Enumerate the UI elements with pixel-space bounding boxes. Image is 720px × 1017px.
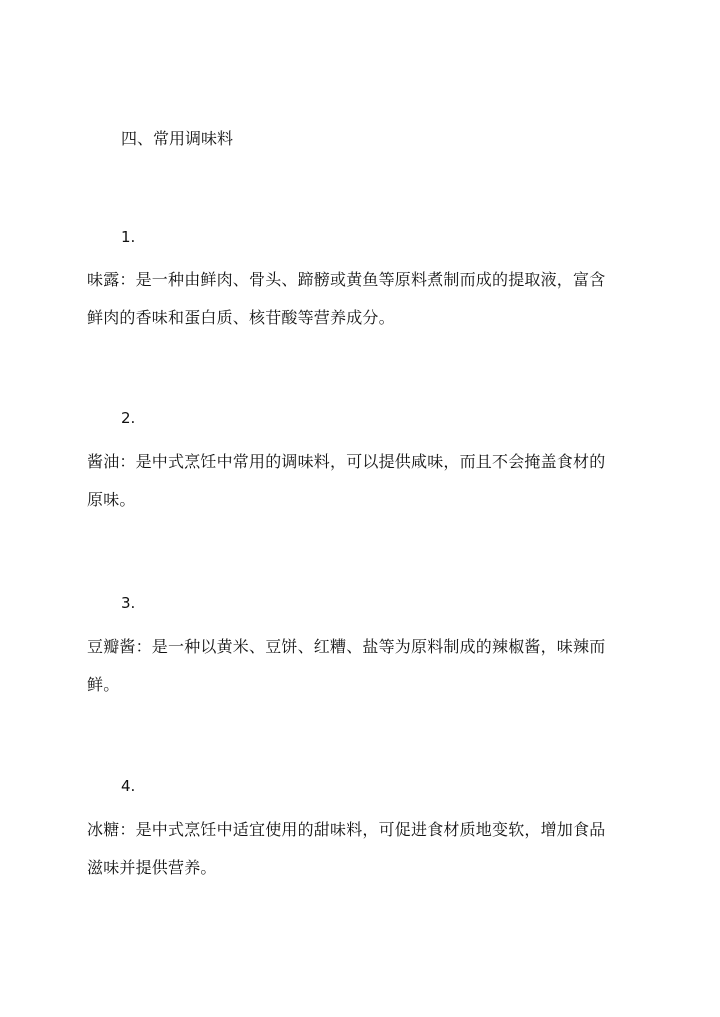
item-text-2 <box>87 443 647 519</box>
item-text-2-line-1: 酱油：是中式烹饪中常用的调味料，可以提供咸味，而且不会掩盖食材的 <box>87 452 606 471</box>
item-number-2: 2. <box>121 409 136 427</box>
item-text-1-line-1: 味露：是一种由鲜肉、骨头、蹄髈或黄鱼等原料煮制而成的提取液，富含 <box>87 270 606 289</box>
item-text-3-line-1: 豆瓣酱：是一种以黄米、豆饼、红糟、盐等为原料制成的辣椒酱，味辣而 <box>87 637 606 656</box>
item-text-4-line-2: 滋味并提供营养。 <box>87 858 217 877</box>
item-text-3 <box>87 628 647 704</box>
item-number-1: 1. <box>121 228 136 246</box>
item-text-3-line-2: 鲜。 <box>87 675 120 694</box>
item-number-3: 3. <box>121 594 136 612</box>
item-text-2-line-2: 原味。 <box>87 490 136 509</box>
item-number-4: 4. <box>121 777 136 795</box>
item-text-4-line-1: 冰糖：是中式烹饪中适宜使用的甜味料，可促进食材质地变软，增加食品 <box>87 820 606 839</box>
section-heading: 四、常用调味料 <box>121 129 234 148</box>
item-text-1-line-2: 鲜肉的香味和蛋白质、核苷酸等营养成分。 <box>87 308 395 327</box>
item-text-1 <box>87 261 647 337</box>
item-text-4 <box>87 811 647 887</box>
